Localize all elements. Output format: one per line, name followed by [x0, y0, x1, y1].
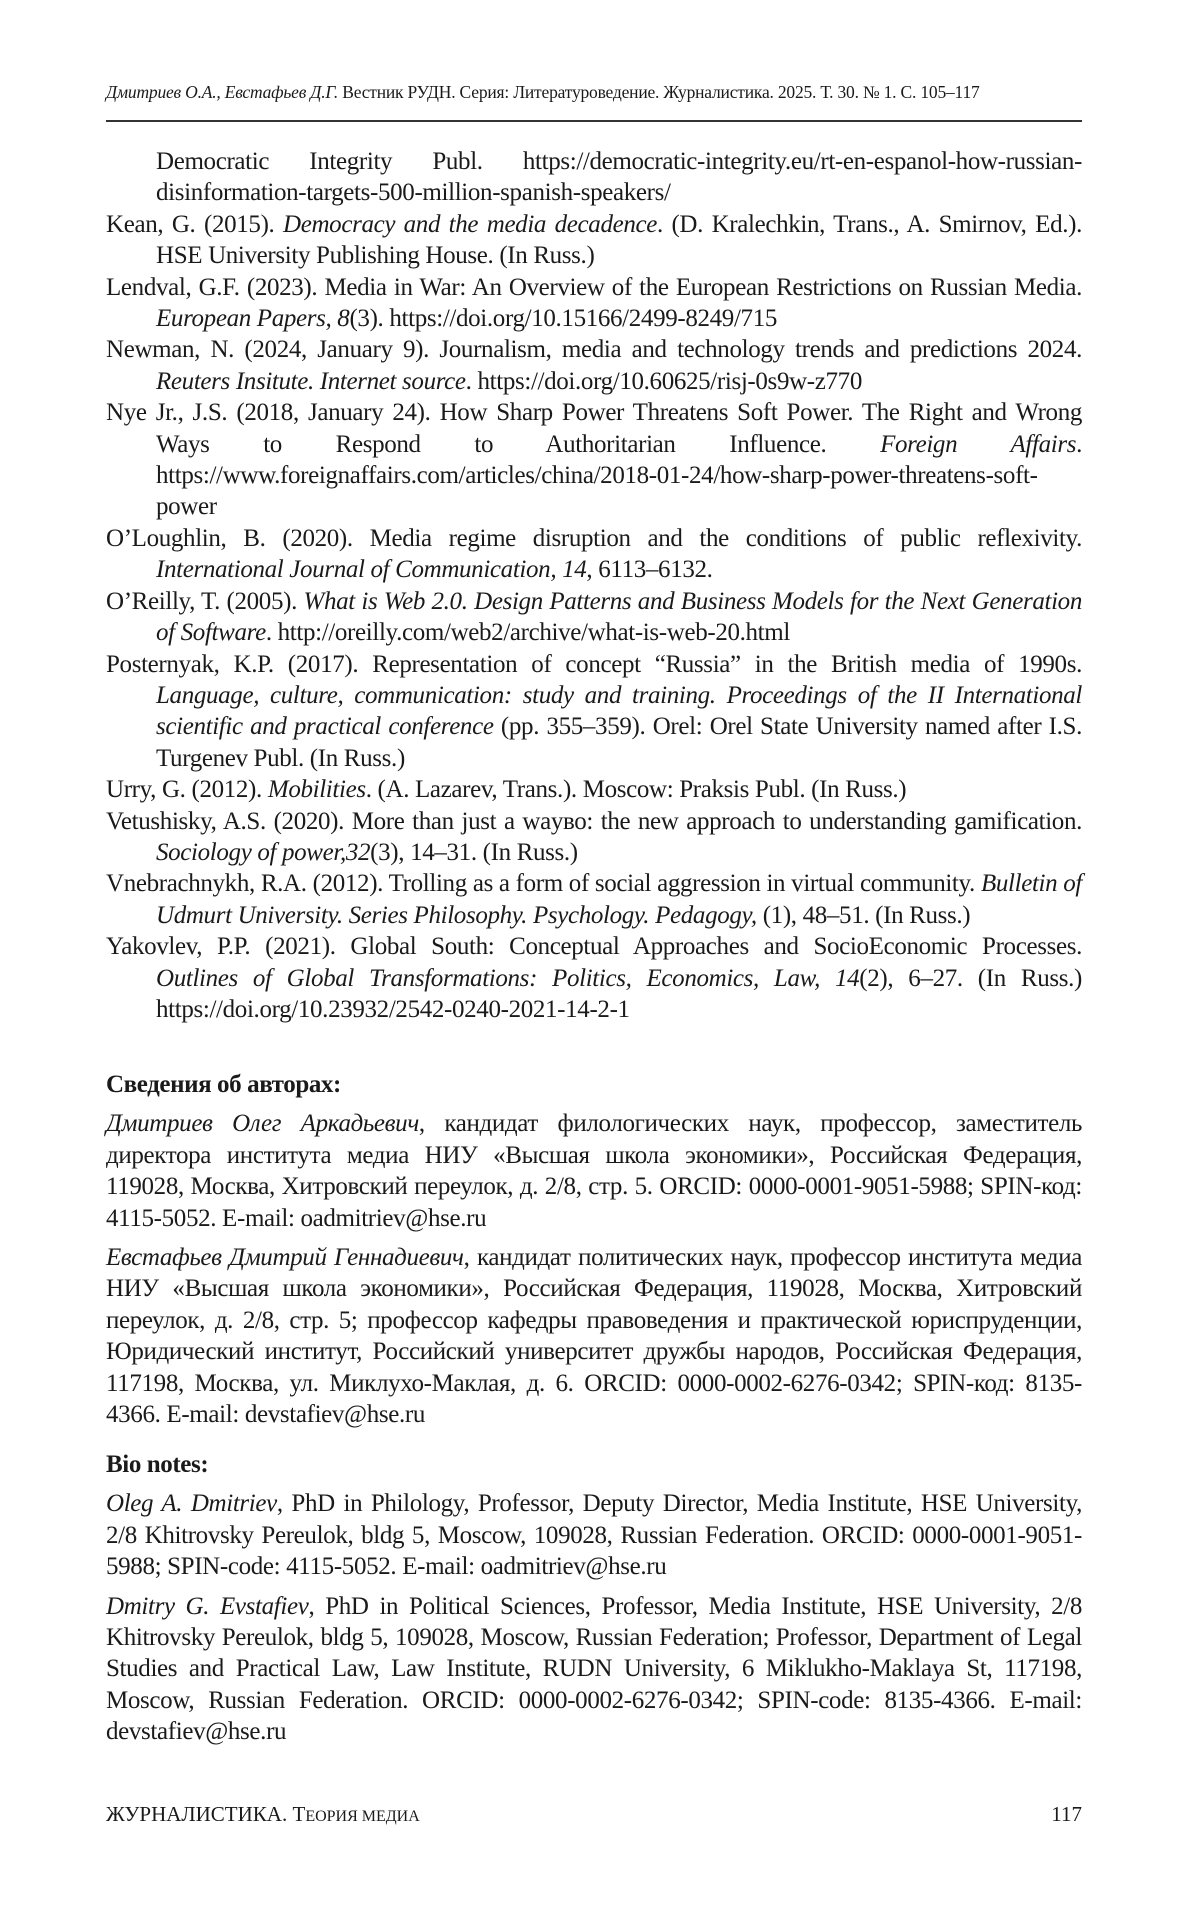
reference-entry: [106, 586, 1082, 649]
running-head-citation: Вестник РУДН. Серия: Литературоведение. Журналистика. 2025. Т. 30. № 1. С. 105–117: [342, 82, 980, 102]
author-bio-ru: [106, 1108, 1082, 1234]
author-bio-en: [106, 1488, 1082, 1582]
reference-entry: [106, 931, 1082, 1025]
author-bio-ru: [106, 1242, 1082, 1430]
reference-text: (3), 14–31. (In Russ.): [370, 838, 578, 866]
reference-source-title: International Journal of Communication, 14: [156, 556, 587, 584]
reference-text: Newman, N. (2024, January 9). Journalism, media and technology trends and predictions 2024.: [106, 336, 1082, 364]
reference-text: , 6113–6132.: [586, 556, 713, 584]
reference-text: Nye Jr., J.S. (2018, January 24). How Sharp Power Threatens Soft Power. The Right and Wrong Ways to Respond to Authoritarian Influence.: [106, 399, 1082, 458]
reference-entry: [106, 774, 1082, 805]
reference-entry: [106, 868, 1082, 931]
reference-source-title: Reuters Insitute. Internet source: [156, 367, 466, 395]
reference-source-title: Bulletin of Udmurt University. Series Philosophy. Psychology. Pedagogy,: [156, 870, 1083, 929]
reference-entry: [106, 209, 1082, 272]
reference-entry: [106, 334, 1082, 397]
reference-source-title: Language, culture, communication: study and training. Proceedings of the II International scientific and practical conference: [156, 681, 1082, 741]
reference-entry: [106, 397, 1082, 523]
reference-text: Democratic Integrity Publ. https://democratic-integrity.eu/rt-en-espanol-how-russian-disinformation-targets-500-million-spanish-speakers/: [156, 148, 1082, 207]
reference-text: . (A. Lazarev, Trans.). Moscow: Praksis Publ. (In Russ.): [365, 776, 907, 804]
reference-source-title: European Papers, 8: [156, 305, 350, 333]
reference-text: O’Loughlin, B. (2020). Media regime disruption and the conditions of public reflexivity.: [106, 524, 1082, 552]
author-name: Dmitry G. Evstafiev: [106, 1592, 309, 1620]
page-number: 117: [1051, 1802, 1082, 1826]
running-head: [106, 82, 1082, 103]
journal-section-name: ЖУРНАЛИСТИКА. ТЕОРИЯ МЕДИА: [106, 1802, 420, 1826]
reference-text: O’Reilly, T. (2005).: [106, 587, 304, 615]
reference-text: Yakovlev, P.P. (2021). Global South: Conceptual Approaches and SocioEconomic Processes.: [106, 933, 1082, 961]
author-details: , кандидат филологических наук, профессор, заместитель директора института медиа НИУ «Высшая школа экономики», Российская Федерация, 119028, Москва, Хитровский переулок, д. 2/8, стр. 5. ORCID: 0000-0001-9051-5988; SPIN-код: 4115-5052. E-mail: oadmitriev@hse.ru: [106, 1110, 1082, 1232]
reference-source-title: Outlines of Global Transformations: Politics, Economics, Law, 14: [156, 964, 860, 992]
bio-notes-heading: Bio notes:: [106, 1451, 209, 1478]
reference-entry: [106, 272, 1082, 335]
reference-source-title: Sociology of power,32: [156, 838, 371, 866]
reference-entry: [106, 523, 1082, 586]
author-details: , кандидат политических наук, профессор института медиа НИУ «Высшая школа экономики», Российская Федерация, 119028, Москва, Хитровский переулок, д. 2/8, стр. 5; профессор кафедры правоведения и практической юриспруденции, Юридический институт, Российский университет дружбы народов, Российская Федерация, 117198, Москва, ул. Миклухо-Маклая, д. 6. ORCID: 0000-0002-6276-0342; SPIN-код: 8135-4366. E-mail: devstafiev@hse.ru: [106, 1244, 1082, 1429]
header-divider: [106, 120, 1082, 122]
running-head-authors: Дмитриев О.А., Евстафьев Д.Г.: [106, 82, 339, 102]
author-details: , PhD in Political Sciences, Professor, Media Institute, HSE University, 2/8 Khitrovsky Pereulok, bldg 5, 109028, Moscow, Russian Federation; Professor, Department of Legal Studies and Practical Law, Law Institute, RUDN University, 6 Miklukho-Maklaya St, 117198, Moscow, Russian Federation. ORCID: 0000-0002-6276-0342; SPIN-code: 8135-4366. E-mail: devstafiev@hse.ru: [106, 1592, 1083, 1746]
author-name: Евстафьев Дмитрий Геннадиевич: [106, 1244, 464, 1272]
reference-text: Urry, G. (2012).: [106, 776, 268, 804]
author-name: Дмитриев Олег Аркадьевич: [106, 1110, 419, 1138]
authors-info-ru: [106, 1069, 1082, 1430]
reference-source-title: Democracy and the media decadence: [283, 210, 657, 238]
reference-text: (3). https://doi.org/10.15166/2499-8249/715: [349, 305, 777, 333]
author-details: , PhD in Philology, Professor, Deputy Director, Media Institute, HSE University, 2/8 Khitrovsky Pereulok, bldg 5, Moscow, 109028, Russian Federation. ORCID: 0000-0001-9051-5988; SPIN-code: 4115-5052. E-mail: oadmitriev@hse.ru: [106, 1490, 1082, 1581]
reference-text: (pp. 355–359). Orel: Orel State University named after I.S. Turgenev Publ. (In Russ.): [156, 713, 1082, 772]
reference-text: . (D. Kralechkin, Trans., A. Smirnov, Ed.). HSE University Publishing House. (In Russ.): [156, 210, 1082, 270]
author-bio-en: [106, 1591, 1082, 1748]
reference-text: Vetushisky, A.S. (2020). More than just a wayво: the new approach to understanding gamification.: [106, 807, 1082, 835]
reference-entry: [106, 806, 1082, 869]
reference-text: Posternyak, K.P. (2017). Representation of concept “Russia” in the British media of 1990s.: [106, 650, 1082, 678]
reference-text: (2), 6–27. (In Russ.) https://doi.org/10.23932/2542-0240-2021-14-2-1: [156, 964, 1082, 1023]
reference-text: Vnebrachnykh, R.A. (2012). Trolling as a form of social aggression in virtual community.: [106, 870, 981, 898]
reference-text: (1), 48–51. (In Russ.): [756, 901, 971, 929]
reference-source-title: What is Web 2.0. Design Patterns and Business Models for the Next Generation of Software: [156, 587, 1082, 647]
reference-text: Lendval, G.F. (2023). Media in War: An Overview of the European Restrictions on Russian Media.: [106, 273, 1082, 301]
authors-ru-heading: Сведения об авторах:: [106, 1071, 341, 1098]
reference-text: . https://www.foreignaffairs.com/articles/china/2018-01-24/how-sharp-power-threatens-soft-power: [156, 430, 1082, 521]
author-name: Oleg A. Dmitriev: [106, 1490, 277, 1518]
reference-entry: [106, 649, 1082, 775]
authors-info-en: [106, 1449, 1082, 1748]
reference-text: Kean, G. (2015).: [106, 210, 284, 238]
reference-text: . https://doi.org/10.60625/risj-0s9w-z770: [465, 367, 862, 395]
reference-source-title: Mobilities: [267, 776, 366, 804]
reference-source-title: Foreign Affairs: [880, 430, 1077, 458]
reference-entry: [106, 146, 1082, 209]
reference-list: [106, 146, 1082, 1025]
reference-text: . http://oreilly.com/web2/archive/what-is-web-20.html: [265, 619, 790, 647]
